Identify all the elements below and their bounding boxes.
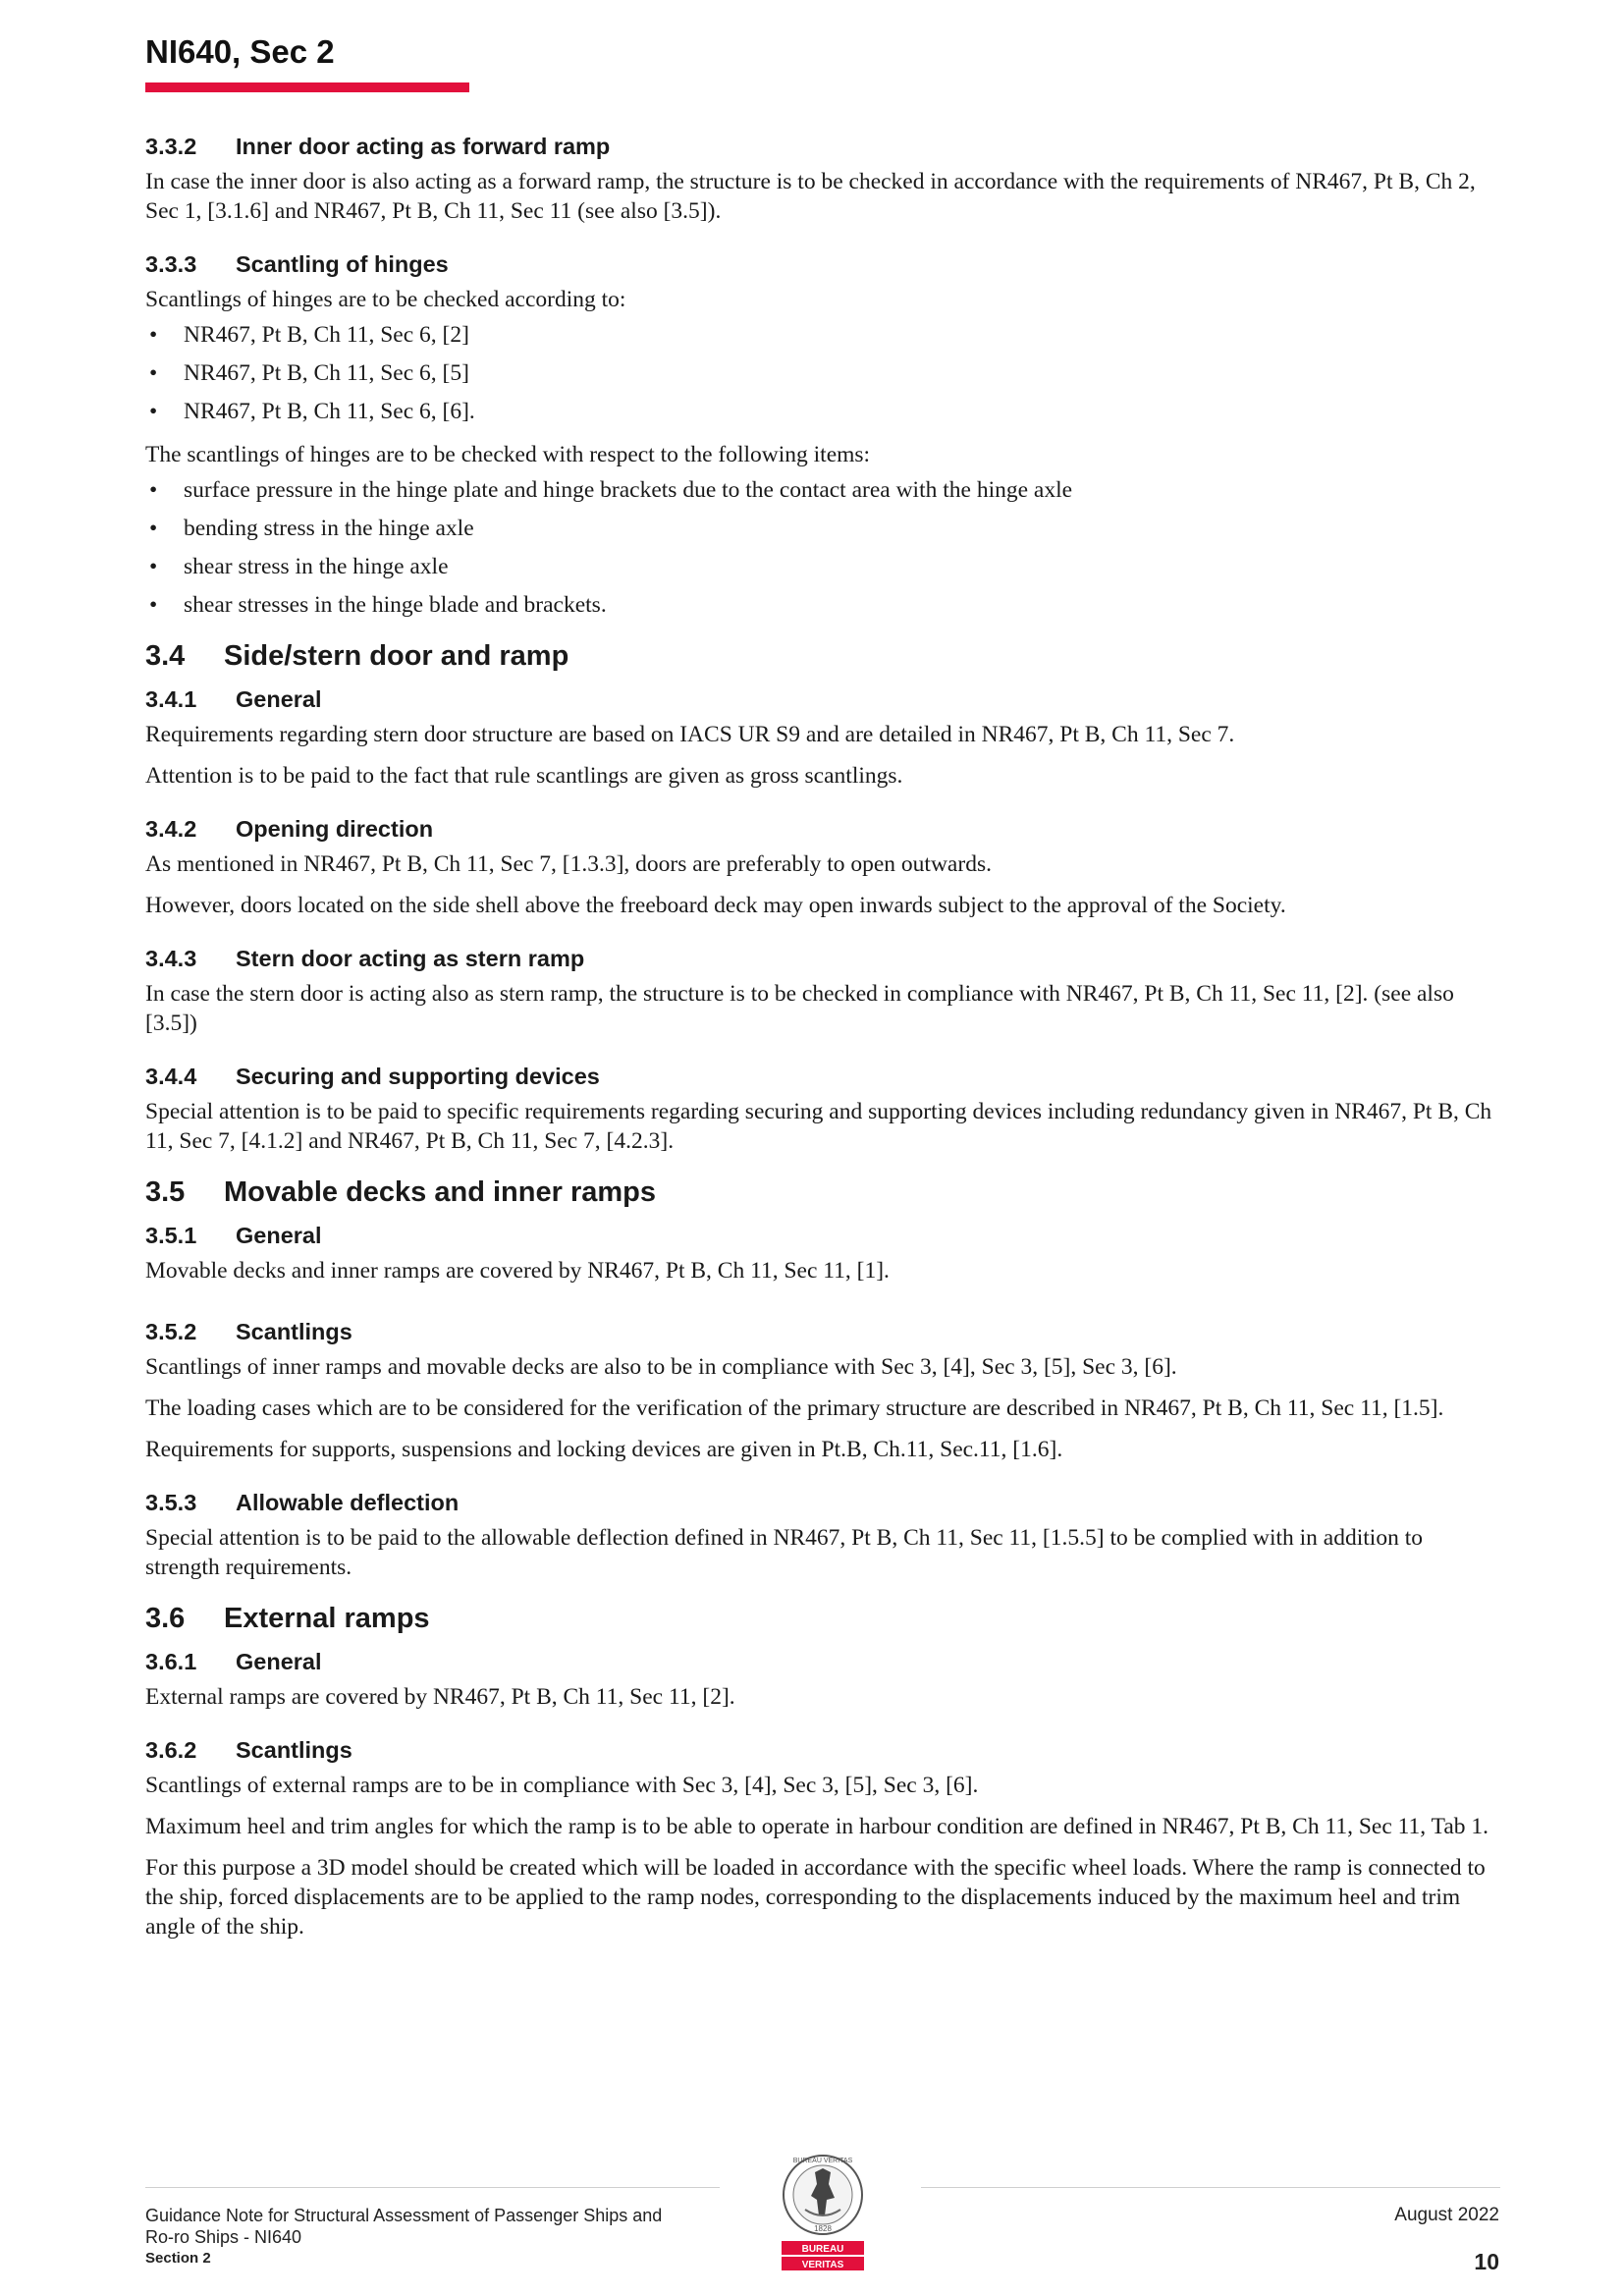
heading-3-5: 3.5 Movable decks and inner ramps	[145, 1176, 656, 1208]
heading-3-5-3: 3.5.3 Allowable deflection	[145, 1490, 460, 1515]
paragraph: Requirements for supports, suspensions and locking devices are given in Pt.B, Ch.11, Sec.11, [1.6].	[145, 1437, 1063, 1462]
svg-text:BUREAU VERITAS: BUREAU VERITAS	[792, 2158, 853, 2164]
list-item: • shear stresses in the hinge blade and brackets.	[145, 590, 1500, 620]
heading-3-4: 3.4 Side/stern door and ramp	[145, 640, 569, 672]
paragraph: Special attention is to be paid to specific requirements regarding securing and supporting devices including redundancy given in NR467, Pt B, Ch 11, Sec 7, [4.1.2] and NR467, Pt B, Ch 11, Sec 7, [4.2.3].	[145, 1099, 1492, 1154]
paragraph: As mentioned in NR467, Pt B, Ch 11, Sec 7, [1.3.3], doors are preferably to open outwards.	[145, 851, 992, 877]
footer-document-title: Guidance Note for Structural Assessment of Passenger Ships and Ro-ro Ships - NI640 Section 2	[145, 2205, 734, 2269]
heading-3-6-1: 3.6.1 General	[145, 1649, 322, 1674]
paragraph: Requirements regarding stern door structure are based on IACS UR S9 and are detailed in NR467, Pt B, Ch 11, Sec 7.	[145, 722, 1235, 747]
paragraph: Maximum heel and trim angles for which the ramp is to be able to operate in harbour condition are defined in NR467, Pt B, Ch 11, Sec 11, Tab 1.	[145, 1814, 1489, 1839]
list-item: • NR467, Pt B, Ch 11, Sec 6, [5]	[145, 358, 1500, 388]
bullet-list	[145, 475, 1500, 620]
document-body	[145, 132, 1500, 1953]
list-item: • bending stress in the hinge axle	[145, 514, 1500, 543]
list-item: • surface pressure in the hinge plate and hinge brackets due to the contact area with the hinge axle	[145, 475, 1500, 505]
footer-section: Section 2	[145, 2250, 211, 2267]
heading-3-4-1: 3.4.1 General	[145, 686, 322, 712]
list-item: • NR467, Pt B, Ch 11, Sec 6, [6].	[145, 397, 1500, 426]
svg-text:1828: 1828	[814, 2224, 832, 2233]
list-item: • NR467, Pt B, Ch 11, Sec 6, [2]	[145, 320, 1500, 350]
heading-3-3-3: 3.3.3 Scantling of hinges	[145, 251, 449, 277]
heading-3-6: 3.6 External ramps	[145, 1603, 430, 1634]
paragraph: Scantlings of hinges are to be checked according to:	[145, 287, 626, 312]
heading-3-5-2: 3.5.2 Scantlings	[145, 1319, 352, 1344]
bullet-list	[145, 320, 1500, 426]
heading-3-3-2: 3.3.2 Inner door acting as forward ramp	[145, 134, 611, 159]
paragraph: However, doors located on the side shell above the freeboard deck may open inwards subject to the approval of the Society.	[145, 893, 1286, 918]
page-number: 10	[1474, 2249, 1499, 2274]
list-item: • shear stress in the hinge axle	[145, 552, 1500, 581]
paragraph: In case the stern door is acting also as stern ramp, the structure is to be checked in compliance with NR467, Pt B, Ch 11, Sec 11, [2]. (see also [3.5])	[145, 981, 1454, 1036]
paragraph: Scantlings of inner ramps and movable decks are also to be in compliance with Sec 3, [4], Sec 3, [5], Sec 3, [6].	[145, 1354, 1177, 1380]
header-accent-bar	[145, 82, 469, 92]
footer-divider-right	[921, 2187, 1500, 2188]
bureau-veritas-logo	[776, 2151, 870, 2274]
footer-date: August 2022	[1394, 2205, 1499, 2225]
heading-3-6-2: 3.6.2 Scantlings	[145, 1737, 352, 1763]
heading-3-4-4: 3.4.4 Securing and supporting devices	[145, 1064, 600, 1089]
paragraph: Scantlings of external ramps are to be in compliance with Sec 3, [4], Sec 3, [5], Sec 3, [6].	[145, 1773, 979, 1798]
paragraph: Movable decks and inner ramps are covered by NR467, Pt B, Ch 11, Sec 11, [1].	[145, 1258, 890, 1284]
paragraph: Special attention is to be paid to the allowable deflection defined in NR467, Pt B, Ch 11, Sec 11, [1.5.5] to be complied with in addition to strength requirements.	[145, 1525, 1423, 1580]
paragraph: For this purpose a 3D model should be created which will be loaded in accordance with the specific wheel loads. Where the ramp is connected to the ship, forced displacements are to be applied to the ramp nodes, corresponding to the displacements induced by the maximum heel and trim angle of the ship.	[145, 1855, 1486, 1940]
paragraph: External ramps are covered by NR467, Pt B, Ch 11, Sec 11, [2].	[145, 1684, 735, 1710]
page-header-title: NI640, Sec 2	[145, 33, 335, 70]
paragraph: Attention is to be paid to the fact that rule scantlings are given as gross scantlings.	[145, 763, 903, 789]
footer-divider-left	[145, 2187, 720, 2188]
heading-3-4-2: 3.4.2 Opening direction	[145, 816, 434, 842]
svg-text:BUREAU: BUREAU	[801, 2244, 844, 2255]
svg-text:VERITAS: VERITAS	[801, 2260, 844, 2270]
paragraph: The loading cases which are to be considered for the verification of the primary structure are described in NR467, Pt B, Ch 11, Sec 11, [1.5].	[145, 1395, 1444, 1421]
paragraph: In case the inner door is also acting as a forward ramp, the structure is to be checked in accordance with the requirements of NR467, Pt B, Ch 2, Sec 1, [3.1.6] and NR467, Pt B, Ch 11, Sec 11 (see also [3.5]).	[145, 169, 1476, 224]
heading-3-5-1: 3.5.1 General	[145, 1223, 322, 1248]
heading-3-4-3: 3.4.3 Stern door acting as stern ramp	[145, 946, 585, 971]
paragraph: The scantlings of hinges are to be checked with respect to the following items:	[145, 442, 871, 467]
